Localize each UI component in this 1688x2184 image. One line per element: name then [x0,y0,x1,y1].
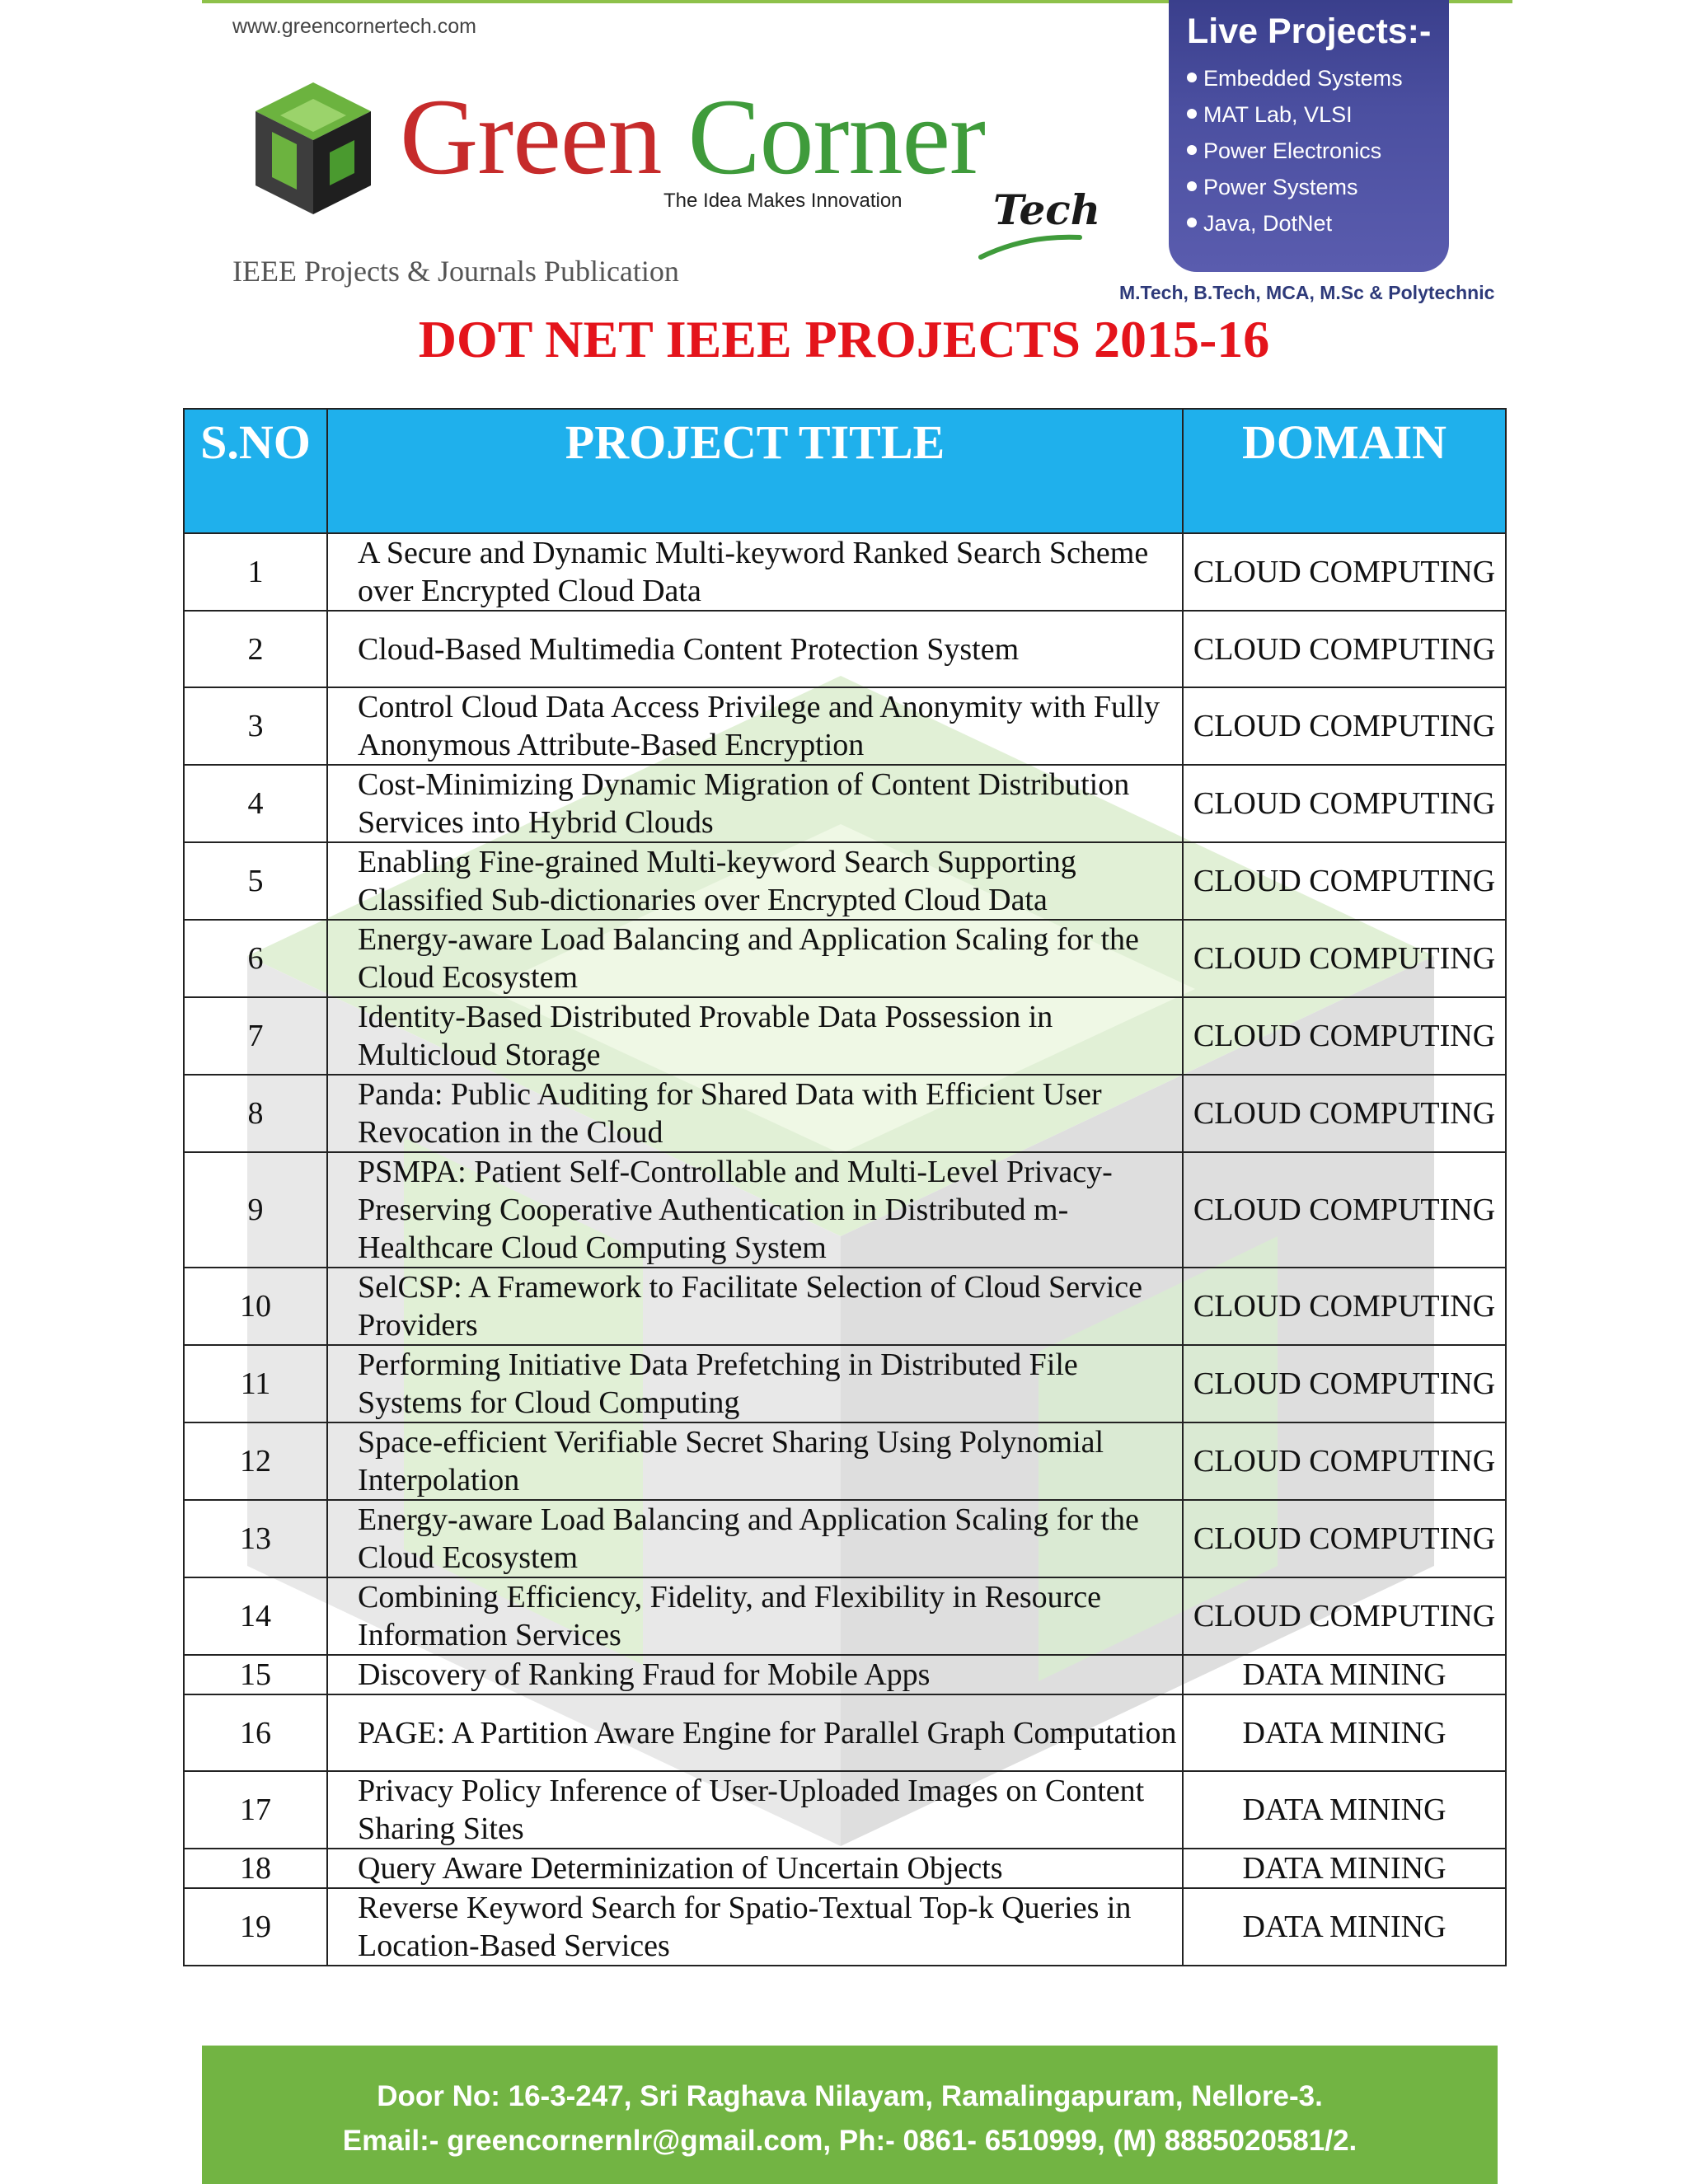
cell-domain: CLOUD COMPUTING [1183,1075,1506,1152]
cell-sno: 11 [184,1345,327,1422]
cell-sno: 17 [184,1771,327,1849]
table-row [184,1849,1506,1888]
cell-domain: CLOUD COMPUTING [1183,765,1506,842]
cell-sno: 8 [184,1075,327,1152]
table-row [184,1694,1506,1771]
table-row [184,765,1506,842]
cell-domain: CLOUD COMPUTING [1183,611,1506,687]
table-row [184,1075,1506,1152]
cell-sno: 16 [184,1694,327,1771]
cell-sno: 9 [184,1152,327,1268]
table-row [184,1577,1506,1655]
cell-domain: DATA MINING [1183,1655,1506,1694]
live-project-item [1187,133,1449,169]
cell-domain: CLOUD COMPUTING [1183,1500,1506,1577]
cell-domain: CLOUD COMPUTING [1183,687,1506,765]
live-project-label: Embedded Systems [1203,66,1403,91]
cell-domain: DATA MINING [1183,1849,1506,1888]
cell-sno: 2 [184,611,327,687]
cell-project-title: Discovery of Ranking Fraud for Mobile Apps [327,1655,1183,1694]
cell-domain: CLOUD COMPUTING [1183,1345,1506,1422]
live-project-label: Power Electronics [1203,138,1382,163]
table-row [184,842,1506,920]
swoosh-icon [977,231,1084,264]
cell-sno: 1 [184,533,327,611]
table-row [184,533,1506,611]
cell-project-title: SelCSP: A Framework to Facilitate Selection of Cloud Service Providers [327,1268,1183,1345]
subtitle: IEEE Projects & Journals Publication [232,255,679,288]
cell-domain: CLOUD COMPUTING [1183,1577,1506,1655]
live-project-item [1187,60,1449,96]
table-row [184,1422,1506,1500]
table-row [184,611,1506,687]
degrees-line: M.Tech, B.Tech, MCA, M.Sc & Polytechnic [1119,282,1495,303]
live-project-label: MAT Lab, VLSI [1203,102,1353,127]
bullet-icon [1187,181,1197,191]
live-project-item [1187,205,1449,241]
table-row [184,1268,1506,1345]
cell-domain: DATA MINING [1183,1888,1506,1966]
brand-corner-word: Corner [687,76,986,197]
table-row [184,1888,1506,1966]
website-url[interactable]: www.greencornertech.com [232,15,476,38]
cell-project-title: Query Aware Determinization of Uncertain Objects [327,1849,1183,1888]
table-row [184,1345,1506,1422]
cell-sno: 7 [184,997,327,1075]
header-domain: DOMAIN [1183,409,1506,533]
cell-project-title: Cloud-Based Multimedia Content Protection System [327,611,1183,687]
cell-sno: 12 [184,1422,327,1500]
brand-green-word: Green [400,76,662,197]
cell-project-title: Combining Efficiency, Fidelity, and Flexibility in Resource Information Services [327,1577,1183,1655]
table-row [184,1500,1506,1577]
live-project-label: Java, DotNet [1203,211,1333,236]
table-row [184,920,1506,997]
cell-project-title: Control Cloud Data Access Privilege and Anonymity with Fully Anonymous Attribute-Based Encryption [327,687,1183,765]
table-row [184,687,1506,765]
cell-project-title: Reverse Keyword Search for Spatio-Textual Top-k Queries in Location-Based Services [327,1888,1183,1966]
footer-contact: Email:- greencornernlr@gmail.com, Ph:- 0861- 6510999, (M) 8885020581/2. [342,2125,1357,2157]
cell-domain: CLOUD COMPUTING [1183,1152,1506,1268]
cell-project-title: Enabling Fine-grained Multi-keyword Search Supporting Classified Sub-dictionaries over Encrypted Cloud Data [327,842,1183,920]
bullet-icon [1187,109,1197,119]
header-project-title: PROJECT TITLE [327,409,1183,533]
table-row [184,1771,1506,1849]
table-row [184,997,1506,1075]
cell-project-title: Cost-Minimizing Dynamic Migration of Content Distribution Services into Hybrid Clouds [327,765,1183,842]
bullet-icon [1187,145,1197,155]
cell-project-title: Panda: Public Auditing for Shared Data with Efficient User Revocation in the Cloud [327,1075,1183,1152]
bullet-icon [1187,73,1197,82]
projects-table [183,408,1507,1966]
live-project-item [1187,169,1449,205]
cube-logo-icon [247,74,379,223]
bullet-icon [1187,218,1197,227]
cell-domain: DATA MINING [1183,1771,1506,1849]
cell-project-title: Privacy Policy Inference of User-Uploaded Images on Content Sharing Sites [327,1771,1183,1849]
cell-domain: DATA MINING [1183,1694,1506,1771]
cell-project-title: Energy-aware Load Balancing and Application Scaling for the Cloud Ecosystem [327,1500,1183,1577]
cell-sno: 10 [184,1268,327,1345]
footer-address: Door No: 16-3-247, Sri Raghava Nilayam, Ramalingapuram, Nellore-3. [377,2080,1323,2112]
cell-sno: 15 [184,1655,327,1694]
cell-sno: 19 [184,1888,327,1966]
header-sno: S.NO [184,409,327,533]
table-header-row [184,409,1506,533]
document-title: DOT NET IEEE PROJECTS 2015-16 [418,310,1270,368]
cell-project-title: PAGE: A Partition Aware Engine for Parallel Graph Computation [327,1694,1183,1771]
cell-project-title: A Secure and Dynamic Multi-keyword Ranked Search Scheme over Encrypted Cloud Data [327,533,1183,611]
cell-domain: CLOUD COMPUTING [1183,533,1506,611]
cell-project-title: Space-efficient Verifiable Secret Sharing Using Polynomial Interpolation [327,1422,1183,1500]
cell-sno: 18 [184,1849,327,1888]
cell-domain: CLOUD COMPUTING [1183,920,1506,997]
cell-project-title: Identity-Based Distributed Provable Data Possession in Multicloud Storage [327,997,1183,1075]
cell-sno: 4 [184,765,327,842]
brand-tech: Tech [993,185,1101,234]
cell-domain: CLOUD COMPUTING [1183,842,1506,920]
live-projects-title: Live Projects:- [1187,12,1432,51]
live-project-label: Power Systems [1203,175,1358,199]
table-row [184,1152,1506,1268]
cell-project-title: Energy-aware Load Balancing and Application Scaling for the Cloud Ecosystem [327,920,1183,997]
cell-sno: 14 [184,1577,327,1655]
live-project-item [1187,96,1449,133]
cell-sno: 6 [184,920,327,997]
cell-project-title: PSMPA: Patient Self-Controllable and Multi-Level Privacy- Preserving Cooperative Authentication in Distributed m- Healthcare Cloud Computing System [327,1152,1183,1268]
brand-name [400,76,986,197]
cell-domain: CLOUD COMPUTING [1183,1422,1506,1500]
cell-sno: 13 [184,1500,327,1577]
cell-project-title: Performing Initiative Data Prefetching in Distributed File Systems for Cloud Computing [327,1345,1183,1422]
cell-sno: 5 [184,842,327,920]
footer-banner [202,2046,1498,2184]
cell-sno: 3 [184,687,327,765]
live-projects-box [1169,0,1449,272]
tagline: The Idea Makes Innovation [663,190,903,212]
cell-domain: CLOUD COMPUTING [1183,1268,1506,1345]
cell-domain: CLOUD COMPUTING [1183,997,1506,1075]
table-row [184,1655,1506,1694]
